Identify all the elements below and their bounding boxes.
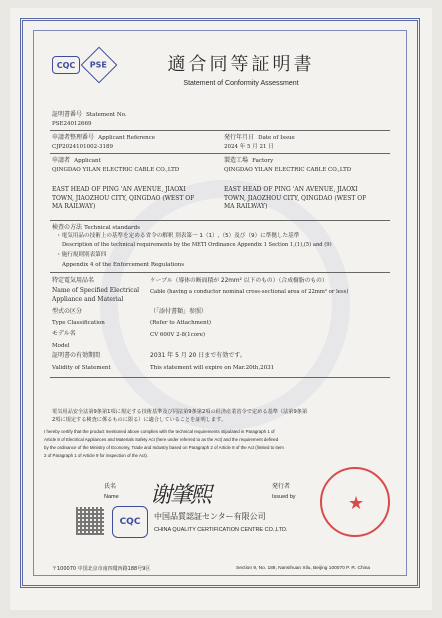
issue-date-value: 2024 年 5 月 21 日 bbox=[224, 144, 274, 150]
applicant-ref-label-en: Applicant Reference bbox=[98, 135, 155, 141]
validity-label-en: Validity of Statement bbox=[52, 365, 111, 371]
qr-code bbox=[76, 507, 104, 535]
title-english: Statement of Conformity Assessment bbox=[183, 80, 299, 87]
issuer-label-en: Issued by bbox=[272, 494, 296, 500]
issue-date-label-ja: 発行年月日 bbox=[224, 134, 255, 141]
issuer-org-ja: 中国品質認証センター有限公司 bbox=[154, 512, 266, 521]
statement-label-en: Statement No. bbox=[86, 112, 127, 118]
validity-label-ja: 証明書の有効期間 bbox=[52, 352, 101, 359]
declaration-en-line: 2 of Paragraph 1 of Article 9 for inspection of the Act). bbox=[44, 453, 148, 458]
issue-date-label-en: Date of Issue bbox=[258, 135, 295, 141]
type-label-en: Type Classification bbox=[52, 320, 105, 326]
footer-address-ja: 〒100070 中国北京市南四環西路188号9区 bbox=[52, 566, 151, 572]
product-value-ja: ケーブル（導体の断面積が 22mm² 以下のもの）（合成樹脂のもの） bbox=[150, 278, 328, 284]
star-icon: ★ bbox=[348, 493, 365, 514]
signature: 谢肇熙 bbox=[150, 483, 211, 508]
divider bbox=[50, 130, 390, 131]
standards-label-ja: 検査の方法 bbox=[52, 224, 83, 231]
standards-label-en: Technical standards bbox=[84, 225, 141, 231]
red-company-seal bbox=[320, 467, 390, 537]
factory-name: QINGDAO YILAN ELECTRIC CABLE CO.,LTD bbox=[224, 167, 352, 173]
divider bbox=[50, 272, 390, 273]
pse-text: PSE bbox=[90, 60, 108, 70]
model-label-en: Model bbox=[52, 343, 70, 349]
cqc-logo: CQC bbox=[52, 56, 80, 74]
factory-address-line: EAST HEAD OF PING 'AN AVENUE, JIAOXI bbox=[224, 186, 358, 193]
applicant-label-en: Applicant bbox=[74, 158, 101, 164]
type-value-ja: （「添付書類」参照） bbox=[150, 308, 208, 315]
declaration-en-line: Article 8 of Electrical Appliances and Materials Safety Act (here under referred to as the Act) and the requirement defined bbox=[44, 437, 279, 442]
applicant-label-ja: 申請者 bbox=[52, 157, 71, 164]
factory-label-en: Factory bbox=[252, 158, 274, 164]
declaration-ja-line: 2項に規定する検査に係るものに限る）に適合していることを証明します。 bbox=[52, 417, 227, 423]
issuer-label-ja: 発行者 bbox=[272, 483, 291, 490]
applicant-address-line: MA RAILWAY) bbox=[52, 203, 96, 210]
type-label-ja: 型式の区分 bbox=[52, 308, 83, 315]
statement-label-ja: 証明書番号 bbox=[52, 111, 83, 118]
type-value-en: (Refer to Attachment) bbox=[150, 320, 212, 326]
applicant-ref-value: CJP2024101002-3189 bbox=[52, 144, 113, 150]
divider bbox=[50, 220, 390, 221]
applicant-address-line: EAST HEAD OF PING 'AN AVENUE, JIAOXI bbox=[52, 186, 186, 193]
statement-number: PSE24012669 bbox=[52, 121, 92, 127]
declaration-en-line: I hereby certify that the product mentioned above complies with the technical requirements stipulated in Paragraph 1 of bbox=[44, 429, 275, 434]
standards-item2-en: Appendix 4 of the Enforcement Regulations bbox=[62, 262, 185, 268]
declaration-ja-line: 電気用品安全法第9条第1項に規定する技術基準及び同法第9条第2項の経済産業省令で定める基準（法第9条第 bbox=[52, 409, 308, 415]
standards-item1-en: Description of the technical requirements by the METI Ordinance Appendix 1 Section 1,(1),(5) and (9) bbox=[62, 242, 332, 248]
applicant-address-line: TOWN, JIAOZHOU CITY, QINGDAO (WEST OF bbox=[52, 194, 195, 202]
validity-value-ja: 2031 年 5 月 20 日まで有効です。 bbox=[150, 352, 246, 359]
applicant-ref-label-ja: 申請者整理番号 bbox=[52, 134, 95, 141]
factory-address-line: MA RAILWAY) bbox=[224, 203, 268, 210]
divider bbox=[50, 153, 390, 154]
product-label-en-line: Name of Specified Electrical bbox=[52, 287, 140, 294]
model-label-ja: モデル名 bbox=[52, 330, 76, 337]
cqc-seal-logo: CQC bbox=[112, 506, 148, 538]
product-label-en-line: Appliance and Material bbox=[52, 295, 124, 303]
model-value: CV 600V 2-8(1core) bbox=[150, 332, 206, 338]
divider bbox=[50, 377, 390, 378]
standards-item1-ja: ・電気用品の技術上の基準を定める省令の解釈 別表第一 1（1）,（5）及び（9）に準拠した基準 bbox=[56, 233, 300, 239]
issuer-org-en: CHINA QUALITY CERTIFICATION CENTRE CO.,LTD. bbox=[154, 527, 288, 533]
applicant-name: QINGDAO YILAN ELECTRIC CABLE CO.,LTD bbox=[52, 167, 180, 173]
standards-item2-ja: ・施行規則別表第四 bbox=[56, 252, 107, 258]
title-japanese: 適合同等証明書 bbox=[167, 54, 315, 75]
watermark-seal bbox=[100, 180, 350, 430]
name-label-en: Name bbox=[104, 494, 119, 500]
validity-value-en: This statement will expire on Mar.20th,2031 bbox=[150, 365, 275, 371]
product-label-ja: 特定電気用品名 bbox=[52, 277, 95, 284]
factory-address-line: TOWN, JIAOZHOU CITY, QINGDAO (WEST OF bbox=[224, 194, 367, 202]
product-value-en: Cable (having a conductor nominal cross-sectional area of 22mm² or less) bbox=[150, 289, 349, 295]
declaration-en-line: by the ordinance of the Ministry of Economy, Trade and Industry based on Paragraph 2 of Article 8 of the Act (limited to item bbox=[44, 445, 284, 450]
footer-address-en: Section 9, No. 188, Nansihuan Xilu, Beijing 100070 P. R. China bbox=[236, 566, 371, 571]
factory-label-ja: 製造工場 bbox=[224, 157, 249, 164]
name-label-ja: 氏名 bbox=[104, 483, 117, 490]
